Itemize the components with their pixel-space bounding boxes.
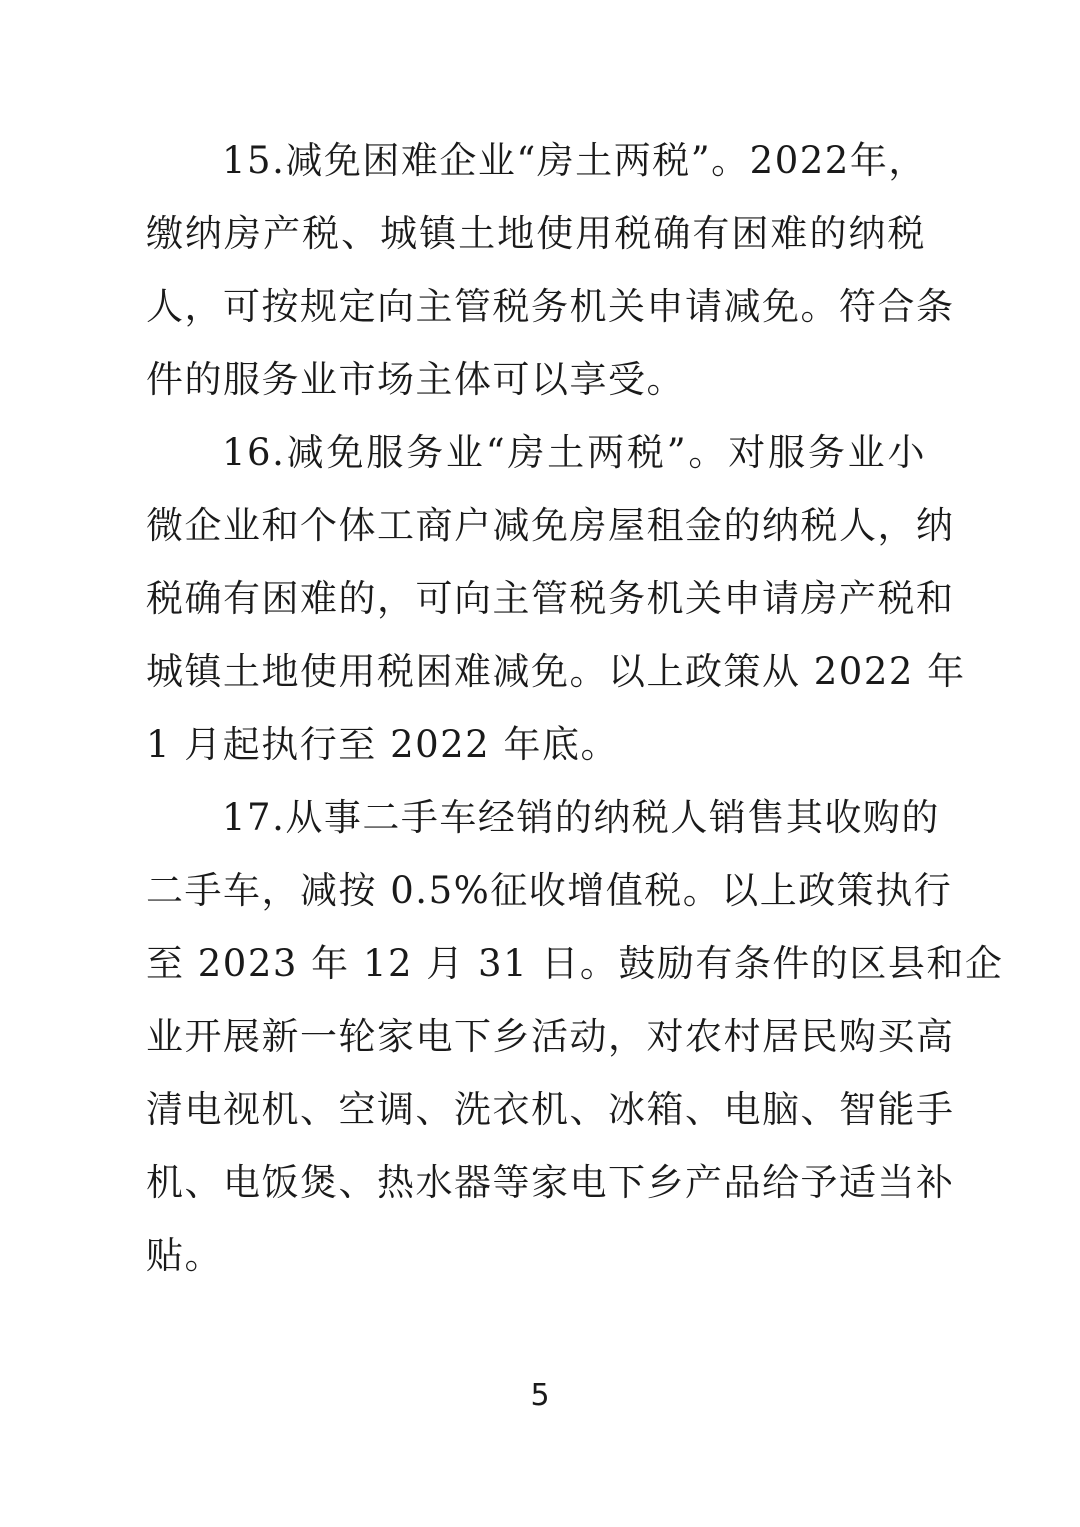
paragraph-line: 税确有困难的，可向主管税务机关申请房产税和 bbox=[146, 577, 955, 620]
paragraph-line: 缴纳房产税、城镇土地使用税确有困难的纳税 bbox=[146, 212, 926, 255]
paragraph-line: 机、电饭煲、热水器等家电下乡产品给予适当补 bbox=[146, 1161, 955, 1204]
body-text bbox=[146, 124, 1004, 1292]
page-number: 5 bbox=[530, 1378, 550, 1413]
paragraph-line: 至 2023 年 12 月 31 日。鼓励有条件的区县和企 bbox=[146, 942, 1004, 985]
paragraph-line: 微企业和个体工商户减免房屋租金的纳税人，纳 bbox=[146, 504, 955, 547]
paragraph-line: 15.减免困难企业“房土两税”。2022年， bbox=[222, 139, 927, 182]
paragraph-line: 17.从事二手车经销的纳税人销售其收购的 bbox=[222, 796, 940, 839]
paragraph-line: 件的服务业市场主体可以享受。 bbox=[146, 358, 685, 401]
paragraph-line: 贴。 bbox=[146, 1234, 223, 1277]
paragraph-line: 清电视机、空调、洗衣机、冰箱、电脑、智能手 bbox=[146, 1088, 955, 1131]
paragraph-line: 16.减免服务业“房土两税”。对服务业小 bbox=[222, 431, 926, 474]
paragraph-16 bbox=[146, 416, 966, 781]
paragraph-line: 城镇土地使用税困难减免。以上政策从 2022 年 bbox=[146, 650, 966, 693]
paragraph-line: 业开展新一轮家电下乡活动，对农村居民购买高 bbox=[146, 1015, 955, 1058]
paragraph-line: 二手车，减按 0.5%征收增值税。以上政策执行 bbox=[146, 869, 953, 912]
paragraph-line: 1 月起执行至 2022 年底。 bbox=[146, 723, 619, 766]
paragraph-15 bbox=[146, 124, 955, 416]
paragraph-line: 人，可按规定向主管税务机关申请减免。符合条 bbox=[146, 285, 955, 328]
paragraph-17 bbox=[146, 781, 1004, 1292]
